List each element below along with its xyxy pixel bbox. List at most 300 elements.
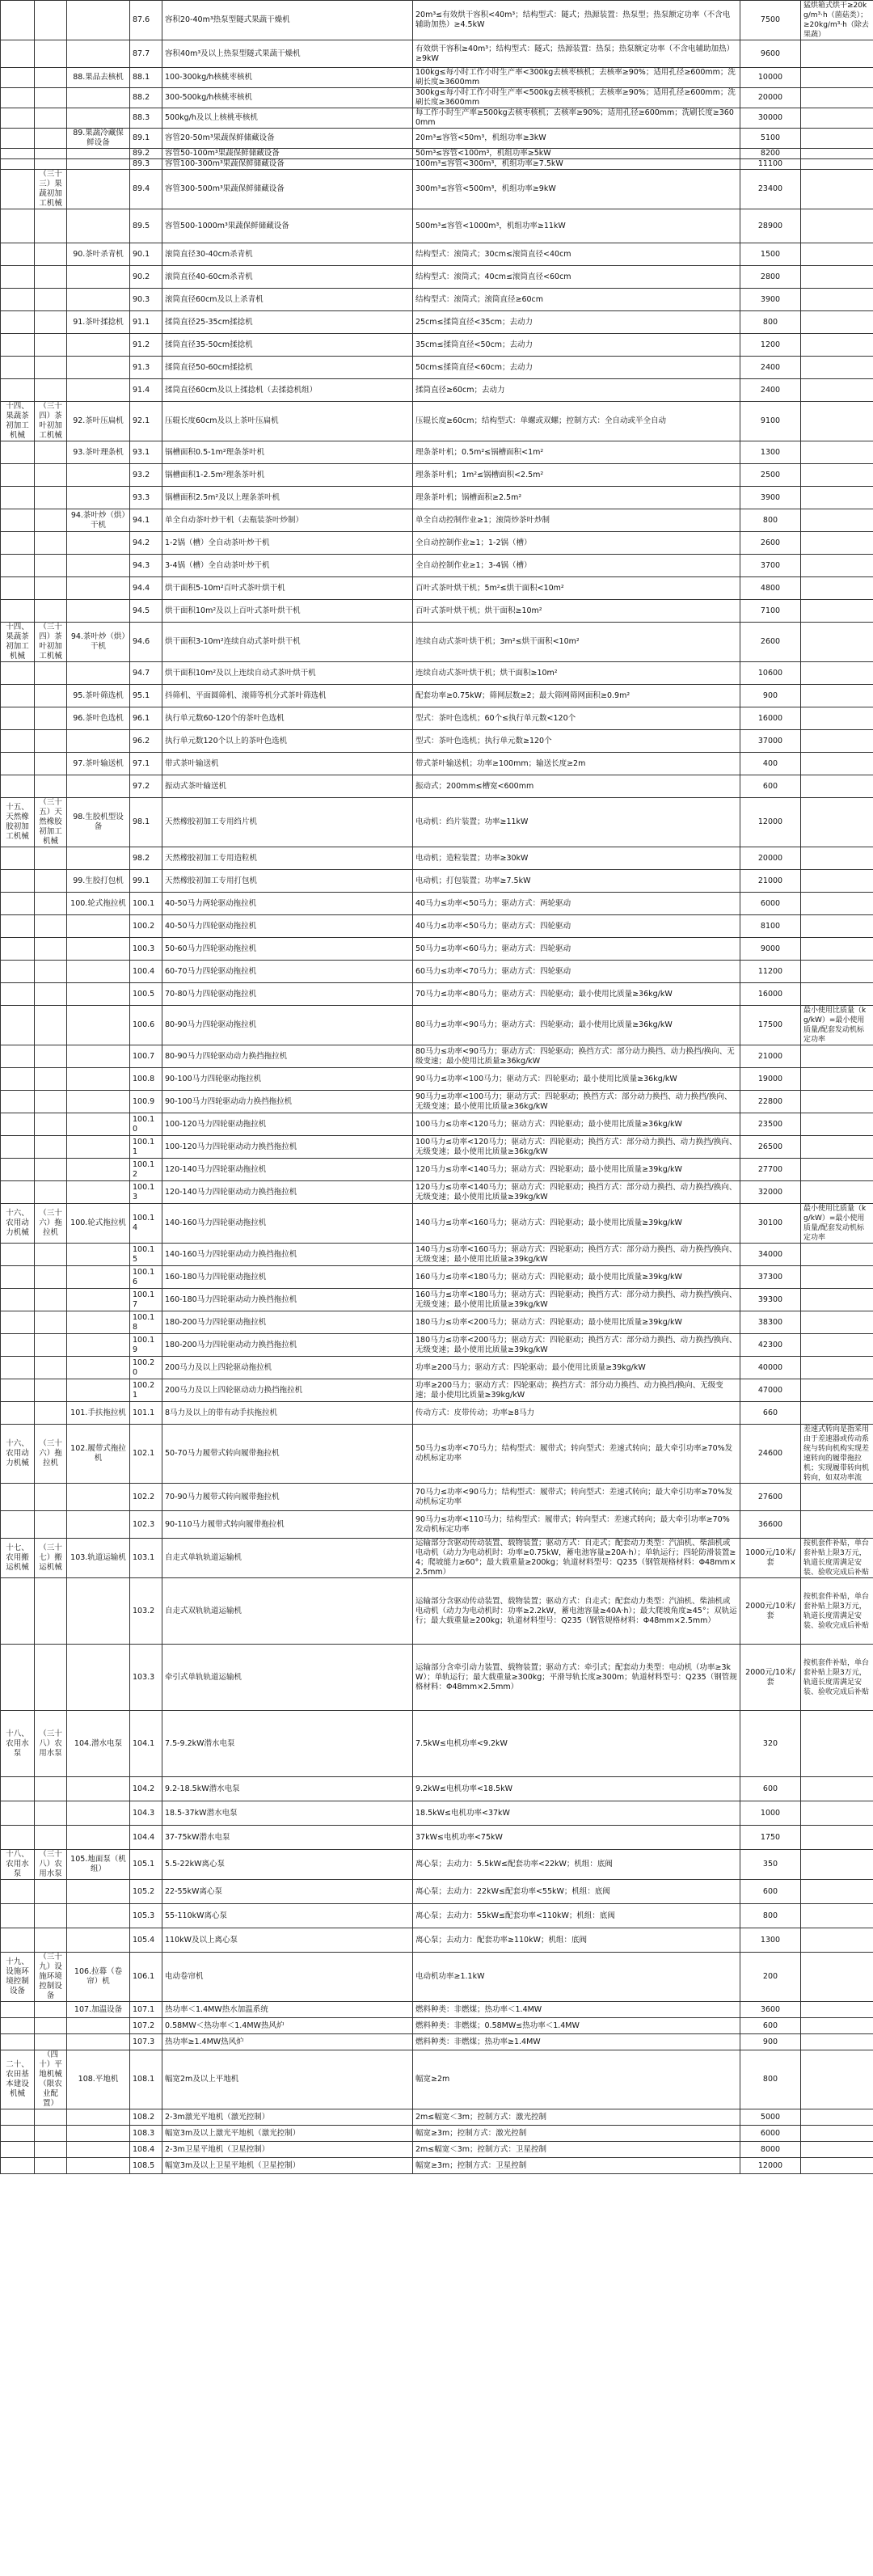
cell-c5: 锅槽面积0.5-1m²理条茶叶机 [162,441,413,464]
cell-c6: 幅宽≥3m；控制方式：卫星控制 [413,2158,740,2174]
cell-c2 [35,88,67,108]
cell-c6: 理条茶叶机；锅槽面积≥2.5m² [413,487,740,509]
table-row [1,847,873,870]
cell-c3: 108.平地机 [67,2050,130,2109]
cell-c3 [67,1,130,40]
cell-c1 [1,40,35,68]
cell-c3 [67,1244,130,1266]
cell-c3 [67,775,130,798]
cell-c1 [1,2018,35,2034]
cell-c5: 100-120马力四轮驱动拖拉机 [162,1113,413,1136]
cell-c8: 猛烘箱式烘干≥20kg/m³·h（菌菇类）；≥20kg/m³·h（除去果蔬） [801,1,873,40]
cell-c8 [801,2126,873,2142]
cell-c6: 100马力≤功率<120马力；驱动方式：四轮驱动；最小使用比质量≥36kg/kW [413,1113,740,1136]
cell-c7: 11100 [740,159,801,170]
cell-c7: 19000 [740,1068,801,1091]
cell-c1 [1,68,35,88]
cell-c4: 100.11 [130,1136,162,1159]
cell-c5: 压辊长度60cm及以上茶叶压扁机 [162,402,413,441]
cell-c1 [1,159,35,170]
cell-c3 [67,1113,130,1136]
cell-c8: 差速式转向是指采用由于差速器或传动系统与转向机构实现差速转向的履带拖拉机；实现履带转向机转向，如双功率流 [801,1425,873,1484]
cell-c1 [1,662,35,685]
cell-c5: 160-180马力四轮驱动拖拉机 [162,1266,413,1289]
cell-c8 [801,1484,873,1511]
cell-c4: 102.2 [130,1484,162,1511]
cell-c2 [35,1311,67,1334]
cell-c7: 40000 [740,1357,801,1379]
cell-c4: 107.3 [130,2034,162,2050]
cell-c2 [35,753,67,775]
cell-c4: 94.2 [130,532,162,555]
cell-c4: 94.1 [130,509,162,532]
cell-c5: 110kW及以上离心泵 [162,1928,413,1953]
cell-c2: （三十六）拖拉机 [35,1425,67,1484]
cell-c2 [35,2002,67,2018]
cell-c2 [35,1777,67,1801]
cell-c8 [801,2142,873,2158]
cell-c3: 100.轮式拖拉机 [67,893,130,915]
cell-c1 [1,938,35,961]
cell-c8: 最小使用比质量（kg/kW）=最小使用质量/配套发动机标定功率 [801,1006,873,1045]
cell-c4: 104.2 [130,1777,162,1801]
cell-c1 [1,577,35,600]
cell-c7: 2600 [740,532,801,555]
cell-c5: 500kg/h及以上核桃枣核机 [162,108,413,129]
cell-c3 [67,1289,130,1311]
cell-c2 [35,289,67,311]
cell-c6: 160马力≤功率<180马力；驱动方式：四轮驱动；最小使用比质量≥39kg/kW [413,1266,740,1289]
cell-c6: 180马力≤功率<200马力；驱动方式：四轮驱动；最小使用比质量≥39kg/kW [413,1311,740,1334]
cell-c5: 3-4锅（槽）全自动茶叶炒干机 [162,555,413,577]
cell-c4: 97.1 [130,753,162,775]
cell-c6: 离心泵；去动力：配套功率≥110kW；机组：底阀 [413,1928,740,1953]
table-row [1,1953,873,2002]
cell-c8 [801,1928,873,1953]
cell-c3: 107.加温设备 [67,2002,130,2018]
table-row [1,40,873,68]
cell-c1: 十五、天然橡胶初加工机械 [1,798,35,847]
cell-c7: 12000 [740,798,801,847]
cell-c4: 106.1 [130,1953,162,2002]
cell-c4: 100.10 [130,1113,162,1136]
cell-c5: 自走式单轨轨道运输机 [162,1539,413,1578]
cell-c1 [1,1402,35,1425]
cell-c4: 89.1 [130,129,162,149]
cell-c2 [35,662,67,685]
cell-c3 [67,40,130,68]
cell-c8 [801,600,873,623]
cell-c8 [801,509,873,532]
cell-c6: 配套功率≥0.75kW；筛网层数≥2；最大筛网筛网面积≥0.9m² [413,685,740,707]
cell-c8 [801,1045,873,1068]
cell-c8 [801,1091,873,1113]
cell-c5: 揉筒直径50-60cm揉捻机 [162,357,413,379]
cell-c1: 十六、农用动力机械 [1,1425,35,1484]
cell-c1 [1,1045,35,1068]
cell-c3 [67,983,130,1006]
cell-c1 [1,961,35,983]
table-row [1,1334,873,1357]
cell-c2 [35,961,67,983]
cell-c4: 100.1 [130,893,162,915]
cell-c7: 800 [740,2050,801,2109]
cell-c1 [1,1379,35,1402]
cell-c6: 电动机；打包装置；功率≥7.5kW [413,870,740,893]
cell-c6: 理条茶叶机；0.5m²≤锅槽面积<1m² [413,441,740,464]
cell-c5: 37-75kW潜水电泵 [162,1826,413,1850]
table-row [1,600,873,623]
cell-c7: 800 [740,311,801,334]
cell-c3 [67,379,130,402]
cell-c4: 91.4 [130,379,162,402]
cell-c5: 80-90马力四轮驱动拖拉机 [162,1006,413,1045]
cell-c5: 200马力及以上四轮驱动拖拉机 [162,1357,413,1379]
cell-c6: 传动方式：皮带传动；功率≥8马力 [413,1402,740,1425]
cell-c5: 单全自动茶叶炒干机（去瓶装茶叶炒制） [162,509,413,532]
cell-c3: 103.轨道运输机 [67,1539,130,1578]
cell-c1 [1,289,35,311]
cell-c6: 幅宽≥2m [413,2050,740,2109]
cell-c8 [801,149,873,159]
table-row [1,1539,873,1578]
cell-c7: 10600 [740,662,801,685]
cell-c1 [1,983,35,1006]
cell-c7: 600 [740,1880,801,1904]
table-row [1,1159,873,1181]
cell-c1 [1,311,35,334]
cell-c6: 燃料种类：非燃煤；0.58MW≤热功率＜1.4MW [413,2018,740,2034]
cell-c2 [35,1645,67,1711]
cell-c4: 107.2 [130,2018,162,2034]
cell-c4: 96.2 [130,730,162,753]
cell-c4: 95.1 [130,685,162,707]
cell-c6: 40马力≤功率<50马力；驱动方式：两轮驱动 [413,893,740,915]
cell-c6: 单全自动控制作业≥1；滚筒炒茶叶炒制 [413,509,740,532]
cell-c7: 8000 [740,2142,801,2158]
cell-c7: 21000 [740,870,801,893]
cell-c6: 百叶式茶叶烘干机；5m²≤烘干面积<10m² [413,577,740,600]
cell-c4: 89.3 [130,159,162,170]
cell-c1 [1,1578,35,1645]
cell-c3: 95.茶叶筛选机 [67,685,130,707]
cell-c8 [801,707,873,730]
cell-c7: 2400 [740,379,801,402]
cell-c3 [67,730,130,753]
cell-c7: 4800 [740,577,801,600]
cell-c6: 有效烘干容积≥40m³；结构型式：隧式；热源装置：热泵；热泵额定功率（不含电辅助加热）≥9kW [413,40,740,68]
cell-c3: 102.履带式拖拉机 [67,1425,130,1484]
cell-c5: 抖筛机、平面圆筛机、滚筛等机分式茶叶筛选机 [162,685,413,707]
cell-c4: 94.6 [130,623,162,662]
table-row [1,334,873,357]
cell-c3: 94.茶叶炒（烘）干机 [67,623,130,662]
cell-c3 [67,1091,130,1113]
cell-c7: 3900 [740,487,801,509]
cell-c1: 十八、农用水泵 [1,1711,35,1777]
table-row [1,707,873,730]
cell-c4: 100.17 [130,1289,162,1311]
cell-c2 [35,1880,67,1904]
cell-c1 [1,1826,35,1850]
cell-c7: 16000 [740,707,801,730]
cell-c5: 揉筒直径35-50cm揉捻机 [162,334,413,357]
cell-c6: 幅宽≥3m；控制方式：激光控制 [413,2126,740,2142]
cell-c8 [801,1402,873,1425]
cell-c4: 89.2 [130,149,162,159]
cell-c1 [1,464,35,487]
cell-c3: 92.茶叶压扁机 [67,402,130,441]
cell-c7: 6000 [740,893,801,915]
cell-c8 [801,334,873,357]
cell-c2: （三十三）果蔬初加工机械 [35,170,67,209]
table-row [1,402,873,441]
cell-c1 [1,1,35,40]
cell-c6: 35cm≤揉筒直径<50cm；去动力 [413,334,740,357]
cell-c2 [35,600,67,623]
cell-c7: 23400 [740,170,801,209]
cell-c5: 滚筒直径60cm及以上杀青机 [162,289,413,311]
cell-c4: 103.1 [130,1539,162,1578]
cell-c1 [1,775,35,798]
cell-c2: （三十四）茶叶初加工机械 [35,402,67,441]
cell-c7: 2800 [740,266,801,289]
cell-c3 [67,577,130,600]
cell-c8 [801,532,873,555]
cell-c4: 100.14 [130,1204,162,1244]
cell-c8 [801,1113,873,1136]
cell-c7: 6000 [740,2126,801,2142]
cell-c6: 离心泵；去动力：55kW≤配套功率<110kW；机组：底阀 [413,1904,740,1928]
cell-c3: 90.茶叶杀青机 [67,243,130,266]
cell-c5: 容管500-1000m³果蔬保鲜储藏设备 [162,209,413,243]
cell-c7: 21000 [740,1045,801,1068]
cell-c8 [801,1136,873,1159]
cell-c6: 百叶式茶叶烘干机；烘干面积≥10m² [413,600,740,623]
cell-c7: 30000 [740,108,801,129]
cell-c8 [801,1801,873,1826]
table-row [1,129,873,149]
table-row [1,555,873,577]
cell-c3 [67,1334,130,1357]
cell-c3 [67,108,130,129]
cell-c4: 100.7 [130,1045,162,1068]
cell-c4: 100.13 [130,1181,162,1204]
cell-c4: 100.15 [130,1244,162,1266]
table-row [1,1204,873,1244]
cell-c8 [801,1244,873,1266]
cell-c6: 70马力≤功率<80马力；驱动方式：四轮驱动；最小使用比质量≥36kg/kW [413,983,740,1006]
cell-c2 [35,577,67,600]
cell-c8 [801,88,873,108]
cell-c5: 容管20-50m³果蔬保鲜储藏设备 [162,129,413,149]
cell-c4: 89.4 [130,170,162,209]
table-row [1,893,873,915]
cell-c1 [1,487,35,509]
cell-c1 [1,1311,35,1334]
cell-c6: 型式：茶叶色选机；60个≤执行单元数<120个 [413,707,740,730]
cell-c5: 烘干面积10m²及以上连续自动式茶叶烘干机 [162,662,413,685]
cell-c3: 104.潜水电泵 [67,1711,130,1777]
cell-c3 [67,555,130,577]
cell-c1 [1,1244,35,1266]
cell-c1 [1,685,35,707]
cell-c5: 幅宽2m及以上平地机 [162,2050,413,2109]
cell-c3 [67,334,130,357]
table-row [1,149,873,159]
cell-c1: 十六、农用动力机械 [1,1204,35,1244]
cell-c2: （三十六）拖拉机 [35,1204,67,1244]
cell-c3 [67,1928,130,1953]
cell-c7: 1000元/10米/套 [740,1539,801,1578]
cell-c8 [801,1511,873,1539]
cell-c3: 88.果品去核机 [67,68,130,88]
cell-c6: 电动机功率≥1.1kW [413,1953,740,2002]
cell-c1 [1,441,35,464]
cell-c1 [1,1357,35,1379]
cell-c2 [35,1801,67,1826]
cell-c7: 38300 [740,1311,801,1334]
cell-c8 [801,108,873,129]
table-row [1,623,873,662]
cell-c7: 39300 [740,1289,801,1311]
table-row [1,2018,873,2034]
cell-c3 [67,662,130,685]
cell-c2 [35,243,67,266]
cell-c3 [67,1645,130,1711]
cell-c8 [801,487,873,509]
cell-c1 [1,1136,35,1159]
cell-c2 [35,2018,67,2034]
cell-c3 [67,1904,130,1928]
cell-c4: 100.4 [130,961,162,983]
cell-c2 [35,311,67,334]
cell-c8 [801,170,873,209]
cell-c3 [67,915,130,938]
cell-c5: 9.2-18.5kW潜水电泵 [162,1777,413,1801]
table-row [1,1711,873,1777]
cell-c5: 70-80马力四轮驱动拖拉机 [162,983,413,1006]
cell-c3: 89.果蔬冷藏保鲜设备 [67,129,130,149]
cell-c1 [1,379,35,402]
table-row [1,798,873,847]
cell-c8 [801,961,873,983]
cell-c8 [801,2050,873,2109]
cell-c3: 100.轮式拖拉机 [67,1204,130,1244]
cell-c6: 180马力≤功率<200马力；驱动方式：四轮驱动；换挡方式：部分动力换挡、动力换挡/换向、无级变速；最小使用比质量≥39kg/kW [413,1334,740,1357]
table-row [1,938,873,961]
cell-c1 [1,1928,35,1953]
cell-c6: 300m³≤容管<500m³，机组功率≥9kW [413,170,740,209]
cell-c2 [35,1289,67,1311]
cell-c8 [801,685,873,707]
cell-c7: 900 [740,685,801,707]
table-row [1,1,873,40]
cell-c3 [67,532,130,555]
cell-c5: 执行单元数60-120个的茶叶色选机 [162,707,413,730]
cell-c1 [1,170,35,209]
cell-c7: 350 [740,1850,801,1880]
cell-c8 [801,159,873,170]
cell-c8 [801,1953,873,2002]
cell-c4: 100.6 [130,1006,162,1045]
cell-c1 [1,1904,35,1928]
table-row [1,1045,873,1068]
table-row [1,289,873,311]
cell-c7: 2500 [740,464,801,487]
cell-c6: 90马力≤功率<100马力；驱动方式：四轮驱动；最小使用比质量≥36kg/kW [413,1068,740,1091]
cell-c7: 600 [740,775,801,798]
cell-c5: 容管50-100m³果蔬保鲜储藏设备 [162,149,413,159]
cell-c5: 80-90马力四轮驱动动力换挡拖拉机 [162,1045,413,1068]
cell-c8 [801,1904,873,1928]
cell-c4: 108.4 [130,2142,162,2158]
cell-c1: 十四、果蔬茶初加工机械 [1,402,35,441]
cell-c8 [801,2018,873,2034]
cell-c8 [801,1777,873,1801]
cell-c6: 120马力≤功率<140马力；驱动方式：四轮驱动；换挡方式：部分动力换挡、动力换挡/换向、无级变速；最小使用比质量≥39kg/kW [413,1181,740,1204]
cell-c3 [67,961,130,983]
cell-c8 [801,2034,873,2050]
cell-c5: 幅宽3m及以上激光平地机（激光控制） [162,2126,413,2142]
cell-c5: 90-100马力四轮驱动动力换挡拖拉机 [162,1091,413,1113]
cell-c5: 120-140马力四轮驱动动力换挡拖拉机 [162,1181,413,1204]
cell-c7: 9100 [740,402,801,441]
cell-c5: 50-70马力履带式转向履带拖拉机 [162,1425,413,1484]
cell-c4: 105.4 [130,1928,162,1953]
cell-c7: 17500 [740,1006,801,1045]
cell-c6: 压辊长度≥60cm；结构型式：单螺或双螺；控制方式：全自动或半全自动 [413,402,740,441]
cell-c3: 97.茶叶输送机 [67,753,130,775]
cell-c4: 93.2 [130,464,162,487]
cell-c8: 最小使用比质量（kg/kW）=最小使用质量/配套发动机标定功率 [801,1204,873,1244]
cell-c8 [801,1266,873,1289]
cell-c6: 揉筒直径≥60cm；去动力 [413,379,740,402]
cell-c3 [67,1511,130,1539]
cell-c7: 3600 [740,2002,801,2018]
cell-c8 [801,2158,873,2174]
cell-c1 [1,1006,35,1045]
cell-c2 [35,2109,67,2126]
cell-c1 [1,2109,35,2126]
table-row [1,2034,873,2050]
cell-c4: 105.3 [130,1904,162,1928]
cell-c7: 400 [740,753,801,775]
cell-c7: 9000 [740,938,801,961]
cell-c3 [67,1136,130,1159]
cell-c8 [801,1181,873,1204]
cell-c6: 燃料种类：非燃煤；热功率＜1.4MW [413,2002,740,2018]
cell-c2 [35,1484,67,1511]
cell-c8 [801,1159,873,1181]
cell-c4: 100.20 [130,1357,162,1379]
cell-c5: 容积40m³及以上热泵型隧式果蔬干燥机 [162,40,413,68]
table-row [1,1880,873,1904]
cell-c5: 140-160马力四轮驱动拖拉机 [162,1204,413,1244]
cell-c8 [801,1379,873,1402]
cell-c6: 160马力≤功率<180马力；驱动方式：四轮驱动；换挡方式：部分动力换挡、动力换挡/换向、无级变速；最小使用比质量≥39kg/kW [413,1289,740,1311]
table-row [1,983,873,1006]
cell-c4: 98.1 [130,798,162,847]
cell-c4: 102.1 [130,1425,162,1484]
cell-c8 [801,555,873,577]
cell-c4: 100.12 [130,1159,162,1181]
table-row [1,662,873,685]
cell-c5: 160-180马力四轮驱动动力换挡拖拉机 [162,1289,413,1311]
table-row [1,243,873,266]
cell-c4: 91.3 [130,357,162,379]
cell-c1 [1,730,35,753]
